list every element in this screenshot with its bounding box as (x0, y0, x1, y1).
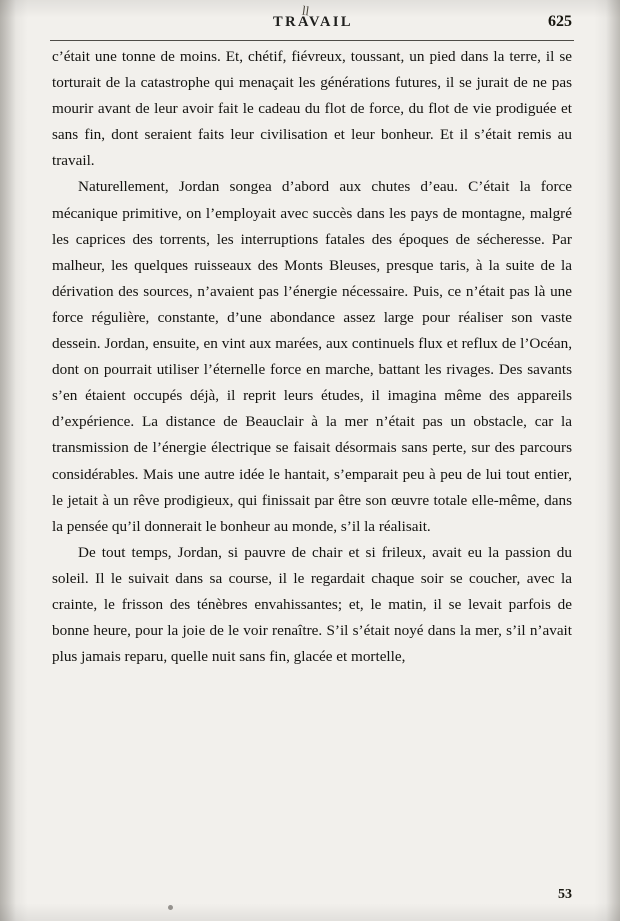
page-right-shadow (606, 0, 620, 921)
page-text (52, 44, 572, 670)
running-head: TRAVAIL (273, 14, 353, 30)
page-left-shadow (0, 0, 16, 921)
header-rule (50, 40, 574, 41)
paragraph-3: De tout temps, Jordan, si pauvre de chair et si frileux, avait eu la passion du soleil. Il le suivait dans sa course, il le regardait chaque soir se coucher, avec la crainte, le frisson des ténèbres envahissantes; et, le matin, il se levait parfois de bonne heure, pour la joie de le voir renaître. S’il s’était noyé dans la mer, s’il n’avait plus jamais reparu, quelle nuit sans fin, glacée et mortelle, (52, 543, 572, 666)
ink-speck (168, 905, 173, 910)
paragraph-2: Naturellement, Jordan songea d’abord aux chutes d’eau. C’était la force mécanique primitive, on l’employait avec succès dans les pays de montagne, malgré les caprices des torrents, les interruptions fatales des époques de sécheresse. Par malheur, les quelques ruisseaux des Monts Bleuses, presque taris, à la suite de la dérivation des sources, n’avaient pas l’énergie nécessaire. Puis, ce n’était pas là une force régulière, constante, d’une abondance assez large pour réaliser son vaste dessein. Jordan, ensuite, en vint aux marées, aux continuels flux et reflux de l’Océan, dont on pourrait utiliser l’éternelle force en marche, battant les rivages. Des savants s’en étaient occupés déjà, il reprit leurs études, il imagina même des appareils d’expérience. La distance de Beauclair à la mer n’était pas un obstacle, car la transmission de l’énergie électrique se faisait désormais sans perte, sur des parcours considérables. Mais une autre idée le hantait, s’emparait peu à peu de lui tout entier, le jetait à un rêve prodigieux, qui finissait par être son œuvre totale elle-même, dans la pensée qu’il donnerait le bonheur au monde, s’il la réalisait. (52, 178, 572, 535)
margin-pencil-mark: ll (301, 2, 311, 19)
paragraph-1: c’était une tonne de moins. Et, chétif, fiévreux, toussant, un pied dans la terre, il se torturait de la catastrophe qui menaçait les générations futures, il se jurait de ne pas mourir avant de leur avoir fait le cadeau du flot de force, du flot de vie prodiguée et sans fin, dont seraient faits leur civilisation et leur bonheur. Et il s’était remis au travail. (52, 48, 572, 170)
page-number: 625 (548, 13, 572, 30)
page-header (52, 2, 572, 36)
signature-mark: 53 (558, 887, 572, 902)
